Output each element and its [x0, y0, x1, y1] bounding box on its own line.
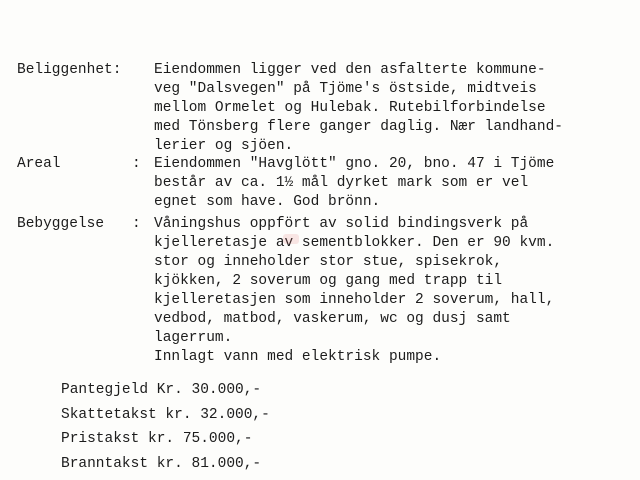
label-colon: : [132, 156, 141, 172]
section-label: Bebyggelse [17, 216, 105, 232]
text-line: består av ca. 1½ mål dyrket mark som er vel [154, 175, 529, 191]
section-text [154, 61, 640, 156]
text-line: egnet som have. God brönn. [154, 194, 381, 210]
text-line: vedbod, matbod, vaskerum, wc og dusj samt [154, 311, 511, 327]
label-colon: : [132, 216, 141, 232]
valuation-list [61, 378, 270, 476]
section-label: Beliggenhet: [17, 62, 122, 78]
text-line: stor og inneholder stor stue, spisekrok, [154, 254, 503, 270]
text-line: kjökken, 2 soverum og gang med trapp til [154, 273, 503, 289]
text-line: Eiendommen "Havglött" gno. 20, bno. 47 i Tjöme [154, 156, 555, 172]
section-label: Areal [17, 156, 61, 172]
valuation-pristakst: Pristakst kr. 75.000,- [61, 431, 253, 447]
text-line: kjelleretasjen som inneholder 2 soverum, hall, [154, 292, 555, 308]
faint-red-stamp-mark [283, 234, 299, 244]
text-line: Våningshus oppfört av solid bindingsverk på [154, 216, 529, 232]
valuation-branntakst: Branntakst kr. 81.000,- [61, 455, 262, 472]
text-line: lerier og sjöen. [154, 138, 294, 154]
text-line: kjelleretasje av sementblokker. Den er 90 kvm. [154, 235, 555, 251]
section-text [154, 155, 640, 212]
text-line: med Tönsberg flere ganger daglig. Nær landhand- [154, 119, 563, 135]
section-text [154, 215, 640, 367]
valuation-pantegjeld: Pantegjeld Kr. 30.000,- [61, 382, 262, 398]
text-line: lagerrum. [154, 330, 233, 346]
text-line: veg "Dalsvegen" på Tjöme's östside, midtveis [154, 81, 537, 97]
text-line: Innlagt vann med elektrisk pumpe. [154, 349, 442, 365]
valuation-skattetakst: Skattetakst kr. 32.000,- [61, 406, 270, 423]
text-line: mellom Ormelet og Hulebak. Rutebilforbindelse [154, 100, 546, 116]
text-line: Eiendommen ligger ved den asfalterte kommune- [154, 62, 546, 78]
